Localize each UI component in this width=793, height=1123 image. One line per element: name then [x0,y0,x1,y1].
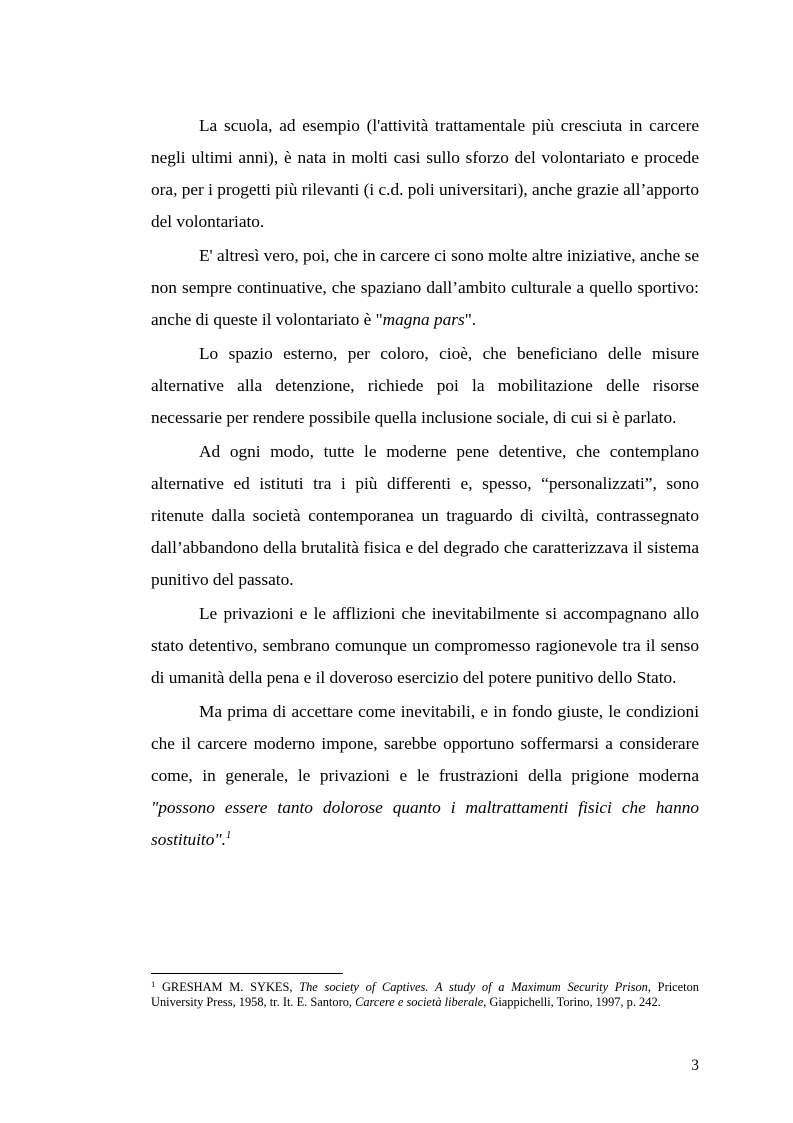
body-text [151,110,699,858]
text-segment: La scuola, ad esempio (l'attività trattamentale più cresciuta in carcere negli ultimi anni), è nata in molti casi sullo sforzo del volontariato e procede ora, per i progetti più rilevanti (i c.d. poli universitari), anche grazie all’apporto del volontariato. [151,116,699,231]
text-segment: Ma prima di accettare come inevitabili, e in fondo giuste, le condizioni che il carcere moderno impone, sarebbe opportuno soffermarsi a considerare come, in generale, le privazioni e le frustrazioni della prigione moderna [151,702,699,785]
footnote [151,980,699,1010]
paragraph-3 [151,338,699,434]
italic-text: "possono essere tanto dolorose quanto i maltrattamenti fisici che hanno sostituito". [151,798,699,849]
footnote-text [151,980,699,1009]
text-segment: Lo spazio esterno, per coloro, cioè, che beneficiano delle misure alternative alla detenzione, richiede poi la mobilitazione delle risorse necessarie per rendere possibile quella inclusione sociale, di cui si è parlato. [151,344,699,427]
italic-text: magna pars [382,310,465,329]
paragraph-4 [151,436,699,596]
text-segment: , Giappichelli, Torino, 1997, p. 242. [483,995,661,1009]
text-segment: GRESHAM M. SYKES, [155,980,300,994]
footnote-marker: 1 [151,979,156,989]
italic-text: Carcere e società liberale [355,995,484,1009]
paragraph-2 [151,240,699,336]
page-number: 3 [691,1057,699,1074]
text-segment: E' altresì vero, poi, che in carcere ci sono molte altre iniziative, anche se non sempre continuative, che spaziano dall’ambito culturale a quello sportivo: anche di queste il volontariato è " [151,246,699,329]
text-segment: , Priceton University Press, 1958, tr. It. E. Santoro, [151,980,699,1009]
paragraph-6 [151,696,699,856]
paragraph-1 [151,110,699,238]
paragraph-5 [151,598,699,694]
text-segment: Ad ogni modo, tutte le moderne pene detentive, che contemplano alternative ed istituti tra i più differenti e, spesso, “personalizzati”, sono ritenute dalla società contemporanea un traguardo di civiltà, contrassegnato dall’abbandono della brutalità fisica e del degrado che caratterizzava il sistema punitivo del passato. [151,442,699,589]
footnote-reference: 1 [225,830,232,841]
text-segment: Le privazioni e le afflizioni che inevitabilmente si accompagnano allo stato detentivo, sembrano comunque un compromesso ragionevole tra il senso di umanità della pena e il doveroso esercizio del potere punitivo dello Stato. [151,604,699,687]
text-segment: ". [464,310,477,329]
italic-text: The society of Captives. A study of a Maximum Security Prison [299,980,648,994]
footnote-separator [151,973,343,974]
